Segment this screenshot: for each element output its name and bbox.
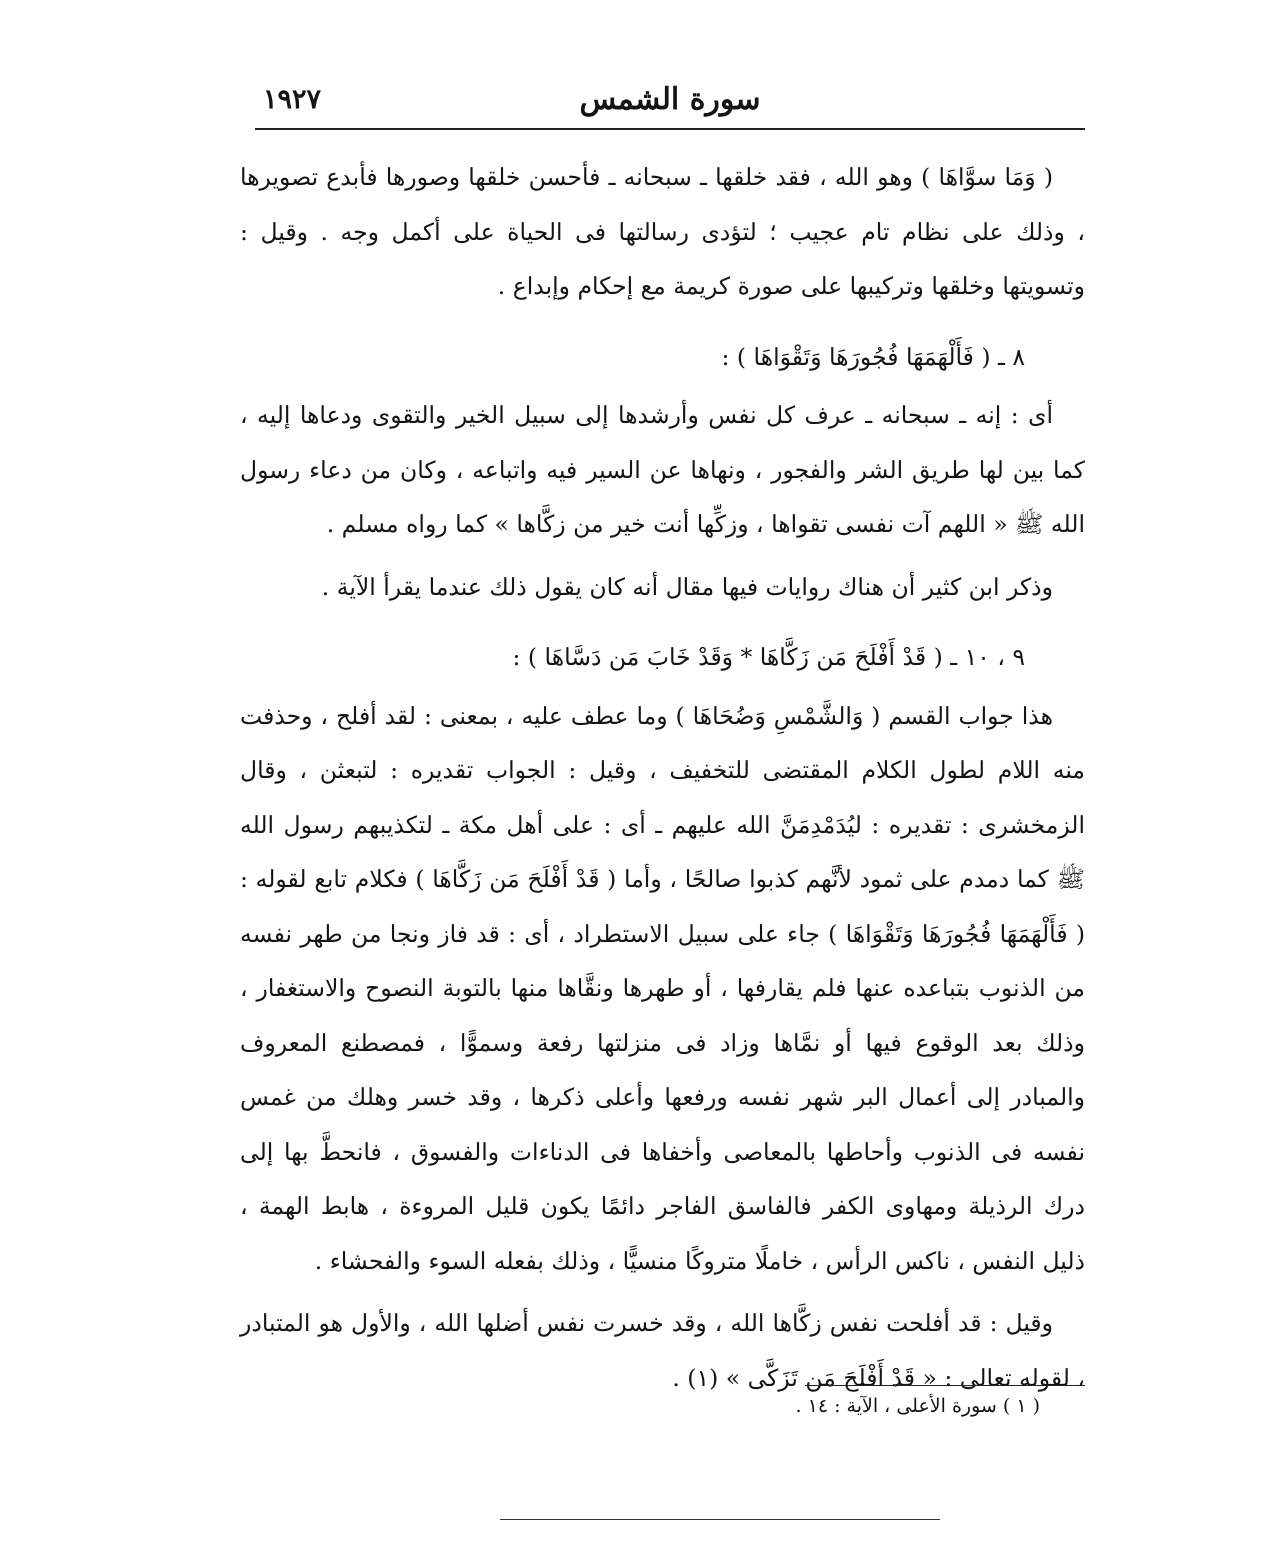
footnote-divider: [805, 1385, 1085, 1386]
verse-8-heading: ٨ ـ ( فَأَلْهَمَهَا فُجُورَهَا وَتَقْوَاهَا ) :: [721, 342, 1025, 371]
header-divider: [255, 128, 1085, 130]
paragraph-alternative-view: وقيل : قد أفلحت نفس زكَّاها الله ، وقد خسرت نفس أضلها الله ، والأول هو المتبادر ، لقوله تعالى : « قَدْ أَفْلَحَ مَن تَزَكَّى » (١) .: [240, 1309, 1085, 1392]
paragraph-verse-9-10-commentary: هذا جواب القسم ( وَالشَّمْسِ وَضُحَاهَا ) وما عطف عليه ، بمعنى : لقد أفلح ، وحذفت منه اللام لطول الكلام المقتضى للتخفيف ، وقيل : الجواب تقديره : لتبعثن ، وقال الزمخشرى : تقديره : ليُدَمْدِمَنَّ الله عليهم ـ أى : على أهل مكة ـ لتكذيبهم رسول الله ﷺ كما دمدم على ثمود لأنَّهم كذبوا صالحًا ، وأما ( قَدْ أَفْلَحَ مَن زَكَّاهَا ) فكلام تابع لقوله : ( فَأَلْهَمَهَا فُجُورَهَا وَتَقْوَاهَا ) جاء على سبيل الاستطراد ، أى : قد فاز ونجا من طهر نفسه من الذنوب بتباعده عنها فلم يقارفها ، أو طهرها ونقَّاها منها بالتوبة النصوح والاستغفار ، وذلك بعد الوقوع فيها أو نمَّاها وزاد فى منزلتها رفعة وسموًّا ، فمصطنع المعروف والمبادر إلى أعمال البر شهر نفسه ورفعها وأعلى ذكرها ، وقد خسر وهلك من غمس نفسه فى الذنوب وأحاطها بالمعاصى وأخفاها فى الدناءات والفسوق ، فانحطَّ بها إلى درك الرذيلة ومهاوى الكفر فالفاسق الفاجر دائمًا يكون قليل المروءة ، هابط الهمة ، ذليل النفس ، ناكس الرأس ، خاملًا متروكًا منسيًّا ، وذلك بفعله السوء والفحشاء .: [240, 701, 1085, 1275]
bottom-divider: [500, 1519, 940, 1520]
verse-9-10-heading: ٩ ، ١٠ ـ ( قَدْ أَفْلَحَ مَن زَكَّاهَا * وَقَدْ خَابَ مَن دَسَّاهَا ) :: [512, 643, 1025, 671]
paragraph-verse-7-commentary: ( وَمَا سوَّاهَا ) وهو الله ، فقد خلقها ـ سبحانه ـ فأحسن خلقها وصورها فأبدع تصويرها ، وذلك على نظام تام عجيب ؛ لتؤدى رسالتها فى الحياة على أكمل وجه . وقيل : وتسويتها وخلقها وتركيبها على صورة كريمة مع إحكام وإبداع .: [240, 163, 1085, 300]
surah-title: سورة الشمس: [579, 82, 761, 117]
body-text: [240, 150, 1085, 1405]
paragraph-verse-8-commentary: أى : إنه ـ سبحانه ـ عرف كل نفس وأرشدها إلى سبيل الخير والتقوى ودعاها إليه ، كما بين لها طريق الشر والفجور ، ونهاها عن السير فيه واتباعه ، وكان من دعاء رسول الله ﷺ « اللهم آت نفسى تقواها ، وزكِّها أنت خير من زكَّاها » كما رواه مسلم .: [240, 401, 1085, 538]
paragraph-ibn-kathir: وذكر ابن كثير أن هناك روايات فيها مقال أنه كان يقول ذلك عندما يقرأ الآية .: [321, 572, 1053, 601]
footnote: ( ١ ) سورة الأعلى ، الآية : ١٤ .: [795, 1395, 1040, 1417]
page-header: [255, 82, 1085, 126]
page-number: ١٩٢٧: [263, 84, 322, 115]
